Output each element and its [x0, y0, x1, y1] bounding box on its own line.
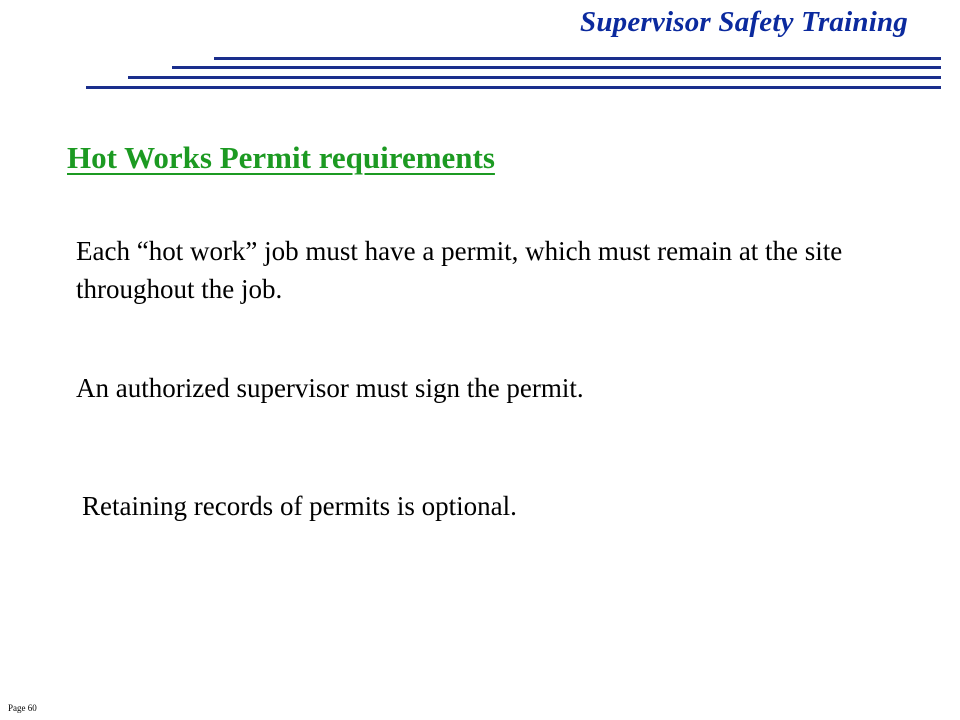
- body-paragraph-signature: An authorized supervisor must sign the permit.: [76, 373, 584, 403]
- header-rule-2: [172, 66, 941, 69]
- header-rule-4: [86, 86, 941, 89]
- page-number: Page 60: [8, 703, 37, 713]
- header-title: Supervisor Safety Training: [580, 6, 908, 38]
- body-paragraph-records: Retaining records of permits is optional.: [82, 491, 517, 521]
- body-paragraph-permit: Each “hot work” job must have a permit, which must remain at the site throughout the job.: [76, 236, 843, 304]
- slide-title: Hot Works Permit requirements: [67, 140, 495, 175]
- header-rule-1: [214, 57, 941, 60]
- header-rule-3: [128, 76, 941, 79]
